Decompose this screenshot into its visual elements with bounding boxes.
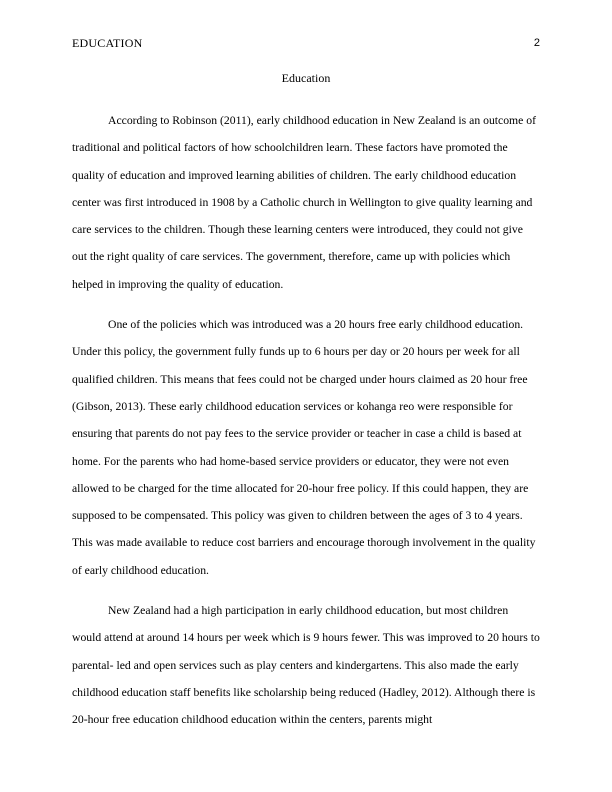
page-number: 2 (533, 37, 540, 49)
document-title: Education (281, 71, 331, 85)
running-head: EDUCATION (72, 36, 143, 50)
paragraph-1: According to Robinson (2011), early childhood education in New Zealand is an outcome of traditional and political factors of how schoolchildren learn. These factors have promoted the quality of education and improved learning abilities of children. The early childhood education center was first introduced in 1908 by a Catholic church in Wellington to give quality learning and care services to the children. Though these learning centers were introduced, they could not give out the right quality of care services. The government, therefore, came up with policies which helped in improving the quality of education. (72, 114, 536, 291)
body-text (72, 107, 540, 747)
paragraph-3: New Zealand had a high participation in early childhood education, but most children would attend at around 14 hours per week which is 9 hours fewer. This was improved to 20 hours to parental- led and open services such as play centers and kindergartens. This also made the early childhood education staff benefits like scholarship being reduced (Hadley, 2012). Although there is 20-hour free education childhood education within the centers, parents might (72, 604, 540, 727)
paragraph-2: One of the policies which was introduced was a 20 hours free early childhood education. Under this policy, the government fully funds up to 6 hours per day or 20 hours per week for all qualified children. This means that fees could not be charged under hours claimed as 20 hour free (Gibson, 2013). These early childhood education services or kohanga reo were responsible for ensuring that parents do not pay fees to the service provider or teacher in case a child is based at home. For the parents who had home-based service providers or educator, they were not even allowed to be charged for the time allocated for 20-hour free policy. If this could happen, they are supposed to be compensated. This policy was given to children between the ages of 3 to 4 years. This was made available to reduce cost barriers and encourage thorough involvement in the quality of early childhood education. (72, 318, 536, 577)
